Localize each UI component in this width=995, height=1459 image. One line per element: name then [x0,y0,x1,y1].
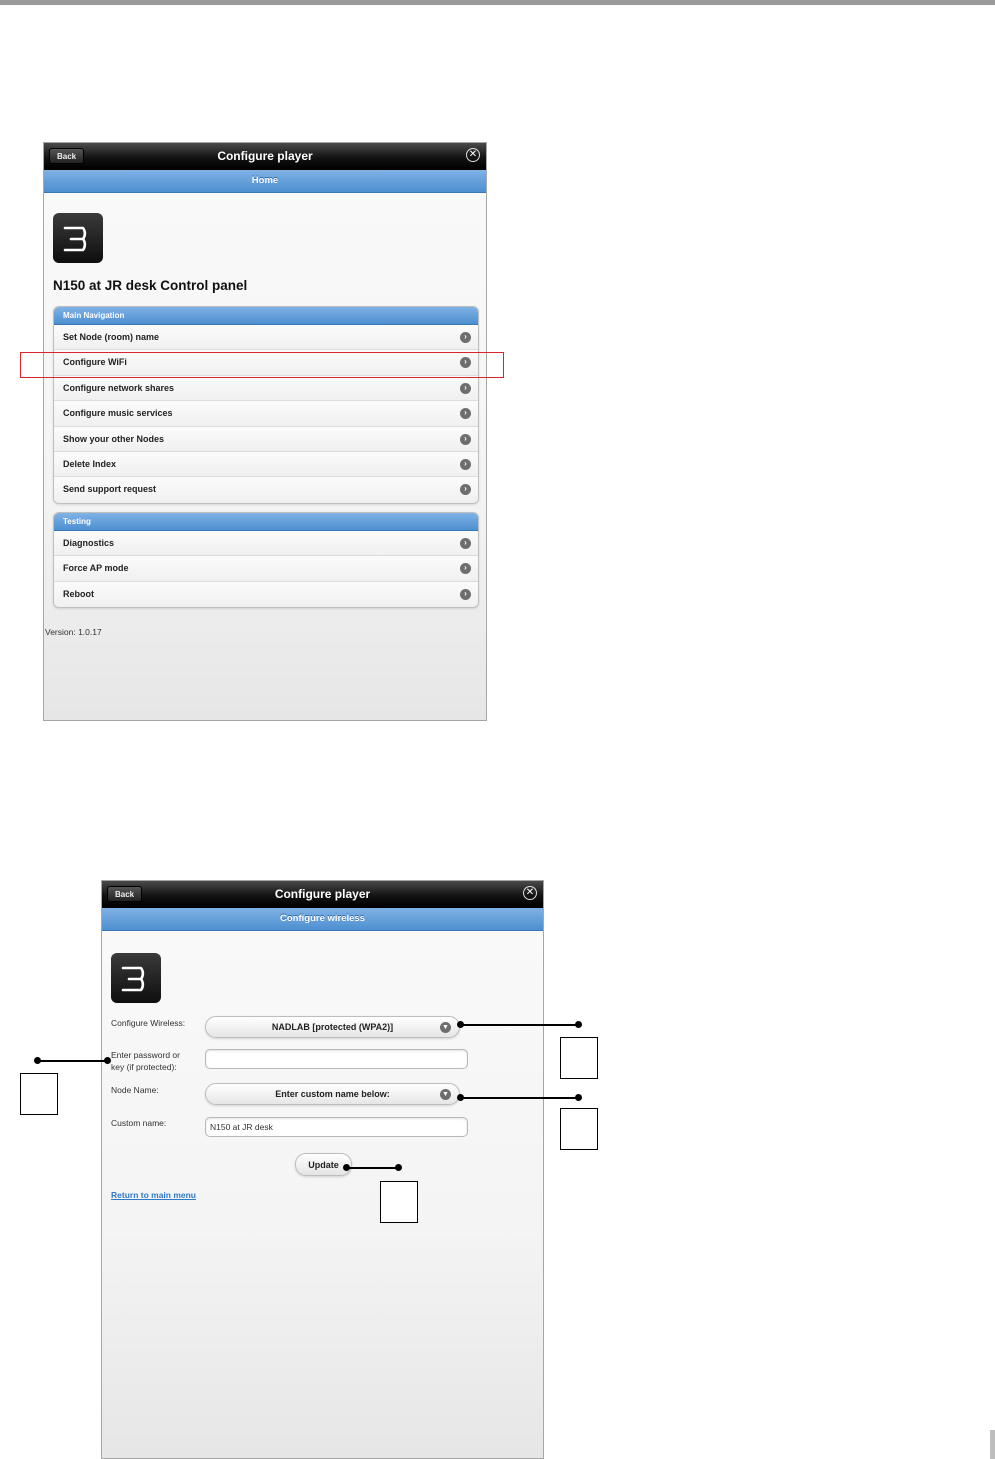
custom-name-input[interactable]: N150 at JR desk [205,1117,468,1137]
page-edge-rule [990,1430,995,1459]
chevron-right-icon: › [460,459,471,470]
nav-item-label: Configure music services [63,408,173,419]
nav-item-send-support-request[interactable] [54,477,478,502]
testing-group [53,512,479,608]
nav-item-delete-index[interactable] [54,452,478,477]
chevron-right-icon: › [460,538,471,549]
callout-line [346,1167,399,1169]
screen-title: Configure player [217,149,313,163]
callout-dot [104,1057,111,1064]
title-bar [102,881,543,908]
nav-item-show-other-nodes[interactable] [54,427,478,452]
nav-item-configure-network-shares[interactable] [54,376,478,401]
callout-box [560,1108,598,1150]
callout-box [560,1037,598,1079]
top-rule [0,0,995,5]
close-icon[interactable]: ✕ [466,148,480,162]
nav-item-force-ap-mode[interactable] [54,556,478,581]
chevron-down-icon: ▼ [440,1089,451,1100]
nav-item-label: Force AP mode [63,563,129,574]
password-label [111,1049,180,1073]
nav-item-label: Reboot [63,588,94,599]
nav-item-reboot[interactable] [54,582,478,607]
chevron-right-icon: › [460,383,471,394]
callout-box [380,1181,418,1223]
chevron-right-icon: › [460,484,471,495]
subtitle-bar: Configure wireless [102,908,543,931]
custom-name-label: Custom name: [111,1118,167,1128]
title-bar [44,143,486,170]
nav-item-label: Show your other Nodes [63,433,165,444]
password-label-line-2: key (if protected): [111,1062,177,1072]
wireless-network-select[interactable] [205,1016,460,1038]
configure-wireless-label: Configure Wireless: [111,1018,186,1028]
nav-item-label: Configure WiFi [63,357,127,368]
node-name-value: Enter custom name below: [275,1089,390,1099]
callout-dot [575,1094,582,1101]
home-screen [43,142,487,721]
back-button[interactable]: Back [49,148,84,164]
bluos-logo-icon [53,213,103,263]
group-heading: Testing [54,513,478,531]
back-button[interactable]: Back [107,886,142,902]
nav-item-label: Send support request [63,484,157,495]
callout-box [20,1073,58,1115]
node-name-select[interactable] [205,1083,460,1105]
callout-dot [575,1021,582,1028]
chevron-down-icon: ▼ [440,1022,451,1033]
panel-title: N150 at JR desk Control panel [53,278,248,293]
version-text: Version: 1.0.17 [45,627,102,637]
chevron-right-icon: › [460,589,471,600]
chevron-right-icon: › [460,408,471,419]
nav-item-set-node-name[interactable] [54,325,478,350]
screen-title: Configure player [274,887,371,901]
callout-line [460,1097,579,1099]
subtitle-bar: Home [44,170,486,193]
nav-item-diagnostics[interactable] [54,531,478,556]
nav-item-label: Configure network shares [63,382,175,393]
chevron-right-icon: › [460,357,471,368]
password-label-line-1: Enter password or [111,1050,180,1060]
callout-line [38,1060,108,1062]
update-button[interactable]: Update [295,1153,352,1176]
callout-dot [395,1164,402,1171]
main-navigation-group [53,306,479,504]
wireless-network-value: NADLAB [protected (WPA2)] [271,1022,394,1032]
chevron-right-icon: › [460,332,471,343]
configure-wireless-screen [101,880,544,1459]
password-input[interactable] [205,1049,468,1069]
nav-item-label: Delete Index [63,458,117,469]
chevron-right-icon: › [460,563,471,574]
callout-line [460,1024,579,1026]
bluos-logo-icon [111,953,161,1003]
group-heading: Main Navigation [54,307,478,325]
return-to-main-menu-link[interactable]: Return to main menu [111,1190,197,1200]
chevron-right-icon: › [460,434,471,445]
close-icon[interactable]: ✕ [523,886,537,900]
node-name-label: Node Name: [111,1085,159,1095]
highlight-box-configure-wifi [20,352,504,378]
nav-item-configure-music-services[interactable] [54,401,478,426]
nav-item-label: Set Node (room) name [63,332,160,342]
nav-item-label: Diagnostics [63,538,115,548]
